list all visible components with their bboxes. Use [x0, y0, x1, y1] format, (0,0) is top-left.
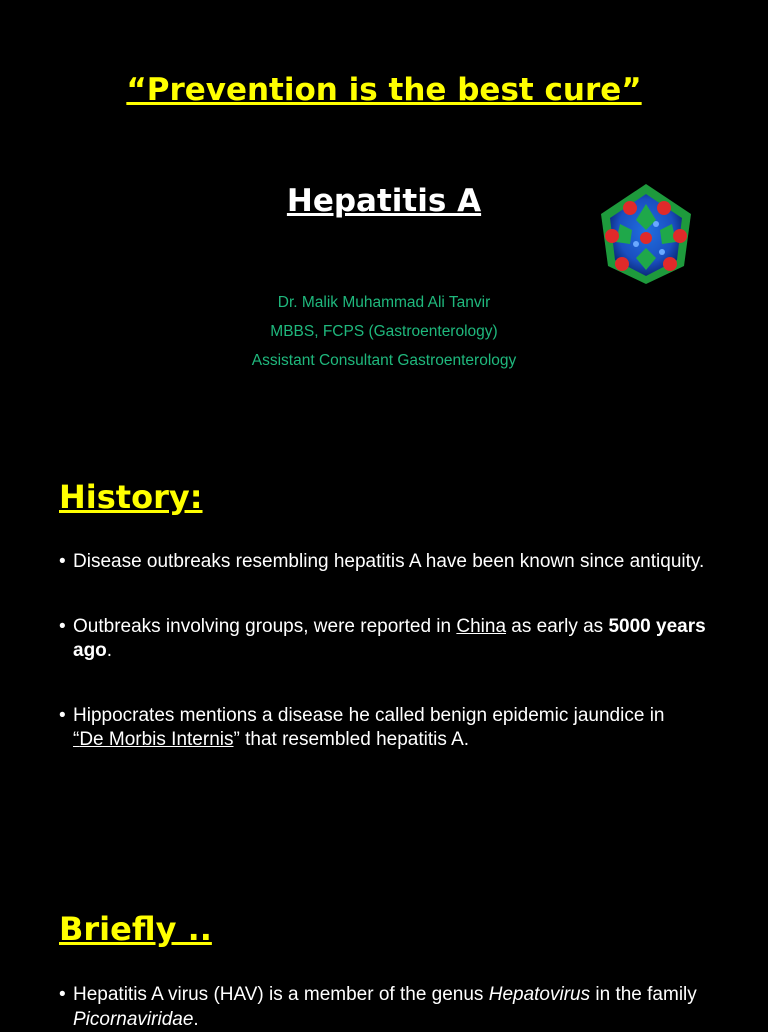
bullet-dot: •: [59, 704, 66, 726]
quote-title: “Prevention is the best cure”: [126, 72, 642, 108]
history-heading: History:: [59, 478, 203, 516]
bullet-dot: •: [59, 615, 66, 637]
bullet-text: Disease outbreaks resembling hepatitis A have been known since antiquity.: [73, 551, 705, 572]
topic-title: Hepatitis A: [286, 183, 482, 219]
list-item: [59, 704, 719, 753]
author-credentials: MBBS, FCPS (Gastroenterology): [270, 323, 498, 340]
history-bullet-list: [59, 550, 719, 793]
bullet-text: .: [193, 1008, 199, 1030]
briefly-slide: [0, 864, 768, 1030]
author-block: [0, 288, 768, 375]
author-position: Assistant Consultant Gastroenterology: [251, 352, 517, 369]
china-link[interactable]: China: [456, 615, 507, 637]
de-morbis-internis-link[interactable]: De Morbis Internis: [79, 729, 234, 750]
history-slide: [0, 432, 768, 832]
bullet-dot: •: [59, 551, 66, 572]
family-name: Picornaviridae: [73, 1008, 194, 1030]
bullet-text: .: [106, 640, 113, 661]
list-item: [59, 550, 719, 575]
list-item: [59, 615, 719, 664]
author-name: Dr. Malik Muhammad Ali Tanvir: [277, 294, 491, 311]
list-item: [59, 983, 719, 1032]
bullet-text: as early as: [506, 615, 609, 637]
bullet-text: in the family: [590, 984, 697, 1005]
title-slide: [0, 0, 768, 420]
bullet-text: Outbreaks involving groups, were reported in: [73, 615, 457, 637]
open-quote: “: [73, 729, 80, 750]
bullet-emphasis: 5000 years ago: [73, 615, 706, 661]
briefly-heading: Briefly ..: [59, 910, 212, 948]
bullet-text: ” that resembled hepatitis A.: [233, 729, 470, 750]
hepatitis-a-virus-capsid-icon: [592, 180, 700, 288]
bullet-text: Hippocrates mentions a disease he called benign epidemic jaundice in: [73, 704, 665, 726]
genus-name: Hepatovirus: [488, 984, 591, 1005]
bullet-dot: •: [59, 984, 66, 1005]
briefly-bullet-list: [59, 983, 719, 1032]
bullet-text: Hepatitis A virus (HAV) is a member of the genus: [73, 984, 489, 1005]
